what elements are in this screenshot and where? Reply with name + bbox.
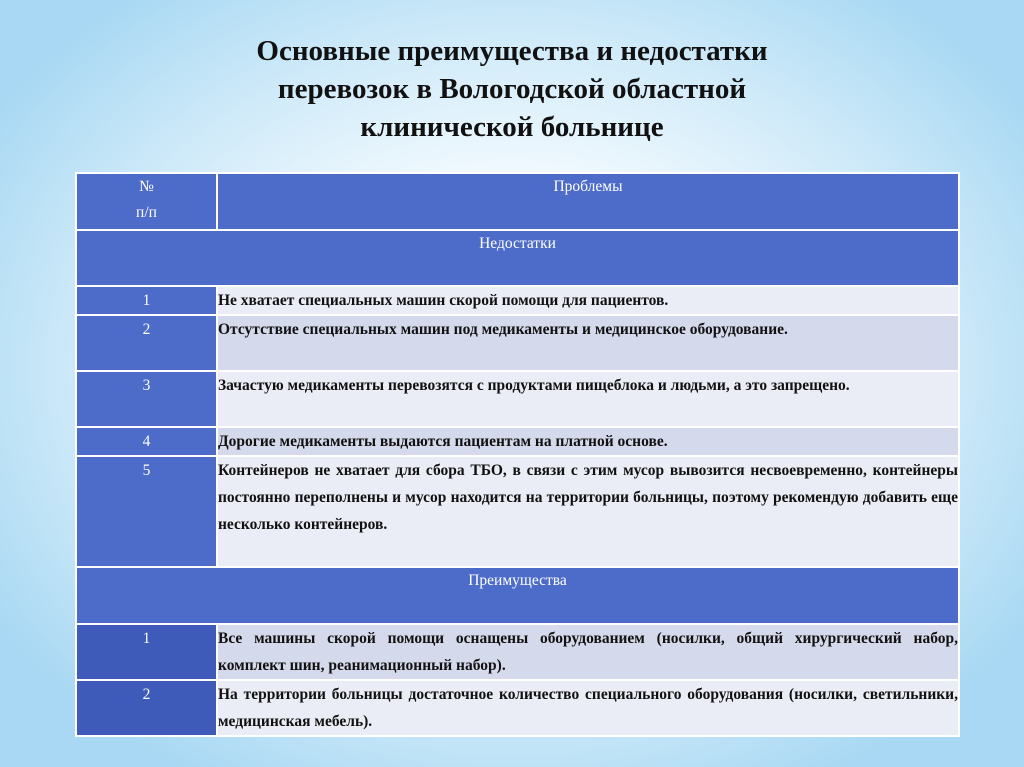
row-text: Контейнеров не хватает для сбора ТБО, в связи с этим мусор вывозится несвоевременно, контейнеры постоянно переполнены и мусор находится на территории больницы, поэтому рекомендую добавить еще несколько контейнеров. bbox=[217, 456, 959, 567]
title-line-1: Основные преимущества и недостатки bbox=[256, 35, 768, 67]
problems-table bbox=[75, 172, 960, 737]
num-header-line-2: п/п bbox=[136, 204, 157, 221]
table-row bbox=[76, 286, 959, 315]
row-number: 2 bbox=[76, 680, 217, 736]
row-text: Отсутствие специальных машин под медикаменты и медицинское оборудование. bbox=[217, 315, 959, 371]
table-row bbox=[76, 427, 959, 456]
row-number: 1 bbox=[76, 624, 217, 680]
row-text: На территории больницы достаточное количество специального оборудования (носилки, светильники, медицинская мебель). bbox=[217, 680, 959, 736]
section-row-disadvantages bbox=[76, 230, 959, 286]
row-number: 4 bbox=[76, 427, 217, 456]
row-number: 1 bbox=[76, 286, 217, 315]
table-row bbox=[76, 371, 959, 427]
table-row bbox=[76, 456, 959, 567]
table-row bbox=[76, 315, 959, 371]
row-text: Все машины скорой помощи оснащены оборудованием (носилки, общий хирургический набор, комплект шин, реанимационный набор). bbox=[217, 624, 959, 680]
num-column-header bbox=[76, 173, 217, 230]
title-line-2: перевозок в Вологодской областной bbox=[277, 73, 747, 105]
section-title-disadvantages: Недостатки bbox=[76, 230, 959, 286]
row-number: 5 bbox=[76, 456, 217, 567]
section-row-advantages bbox=[76, 567, 959, 624]
row-text: Дорогие медикаменты выдаются пациентам на платной основе. bbox=[217, 427, 959, 456]
section-title-advantages: Преимущества bbox=[76, 567, 959, 624]
table-row bbox=[76, 624, 959, 680]
row-text: Зачастую медикаменты перевозятся с продуктами пищеблока и людьми, а это запрещено. bbox=[217, 371, 959, 427]
row-text: Не хватает специальных машин скорой помощи для пациентов. bbox=[217, 286, 959, 315]
table-row bbox=[76, 680, 959, 736]
table-header-row bbox=[76, 173, 959, 230]
problems-column-header: Проблемы bbox=[217, 173, 959, 230]
row-number: 2 bbox=[76, 315, 217, 371]
slide-title bbox=[0, 32, 1024, 146]
num-header-line-1: № bbox=[139, 178, 154, 195]
title-line-3: клинической больнице bbox=[360, 111, 664, 143]
row-number: 3 bbox=[76, 371, 217, 427]
